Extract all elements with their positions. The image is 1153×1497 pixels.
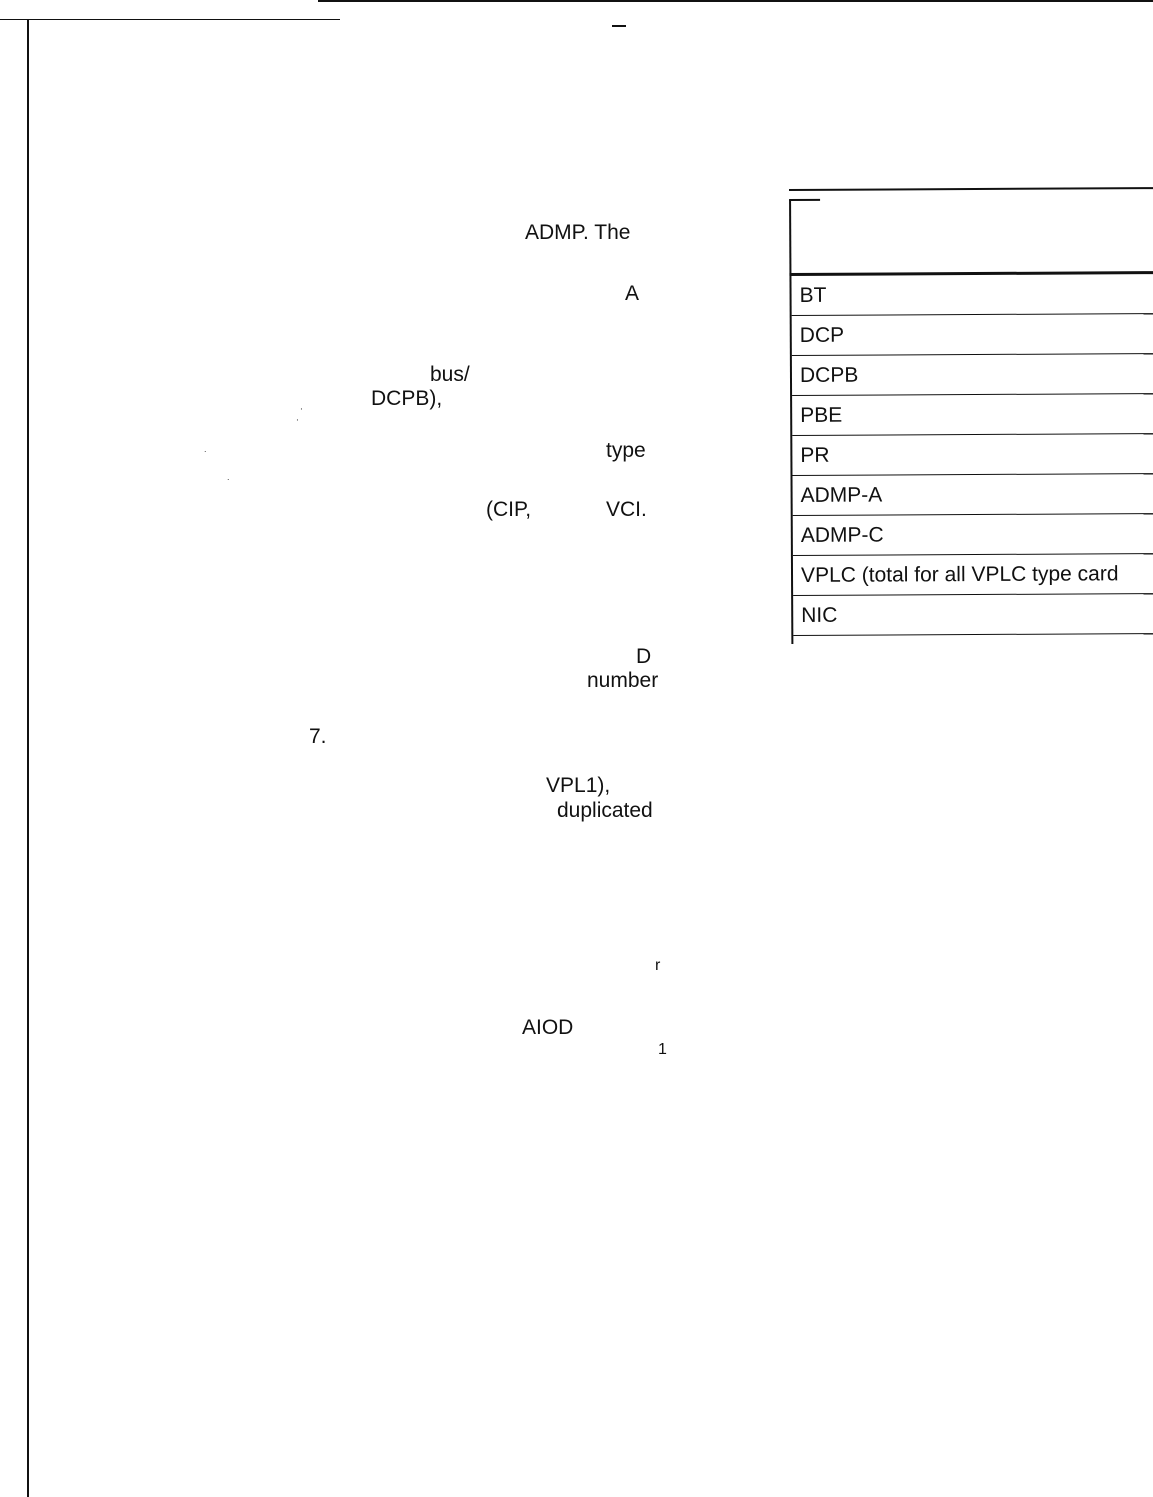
text-fragment-aiod: AIOD xyxy=(522,1016,574,1039)
margin-rule xyxy=(27,20,29,1497)
text-fragment-dcpb: DCPB), xyxy=(371,387,443,410)
scan-speck: ˙ xyxy=(226,479,231,489)
header-rule-left xyxy=(0,19,340,20)
text-fragment-seven: 7. xyxy=(309,725,327,748)
table-body xyxy=(791,274,1153,636)
text-fragment-one: 1 xyxy=(658,1041,667,1058)
table-row: ADMP-A xyxy=(793,474,1153,516)
table-row: VPLC (total for all VPLC type card xyxy=(793,554,1153,596)
scan-speck: · xyxy=(300,405,303,415)
text-fragment-admp: ADMP. The xyxy=(525,221,631,244)
table-row: BT xyxy=(791,274,1153,316)
table-row: DCPB xyxy=(792,354,1153,396)
text-fragment-d: D xyxy=(636,645,652,668)
table-row: DCP xyxy=(792,314,1153,356)
text-fragment-type: type xyxy=(606,439,646,462)
text-fragment-r: r xyxy=(655,957,661,974)
table-row: ADMP-C xyxy=(793,514,1153,556)
table-row: PR xyxy=(792,434,1153,476)
table-corner-tick xyxy=(789,199,820,201)
text-fragment-vpl1: VPL1), xyxy=(546,774,611,797)
table-row: NIC xyxy=(793,594,1153,636)
table-row: PBE xyxy=(792,394,1153,436)
text-fragment-number: number xyxy=(587,669,659,692)
scan-speck: · xyxy=(296,416,299,426)
text-fragment-duplicated: duplicated xyxy=(557,799,653,822)
text-fragment-bus: bus/ xyxy=(430,363,470,386)
text-fragment-a: A xyxy=(625,282,640,305)
header-rule-right xyxy=(318,0,1153,2)
text-fragment-vci: VCI. xyxy=(606,498,647,521)
card-type-table xyxy=(789,187,1153,644)
scan-speck: ˙ xyxy=(203,451,208,461)
header-dash xyxy=(612,25,626,27)
text-fragment-cip: (CIP, xyxy=(486,498,532,521)
table-top-rule xyxy=(789,187,1153,191)
